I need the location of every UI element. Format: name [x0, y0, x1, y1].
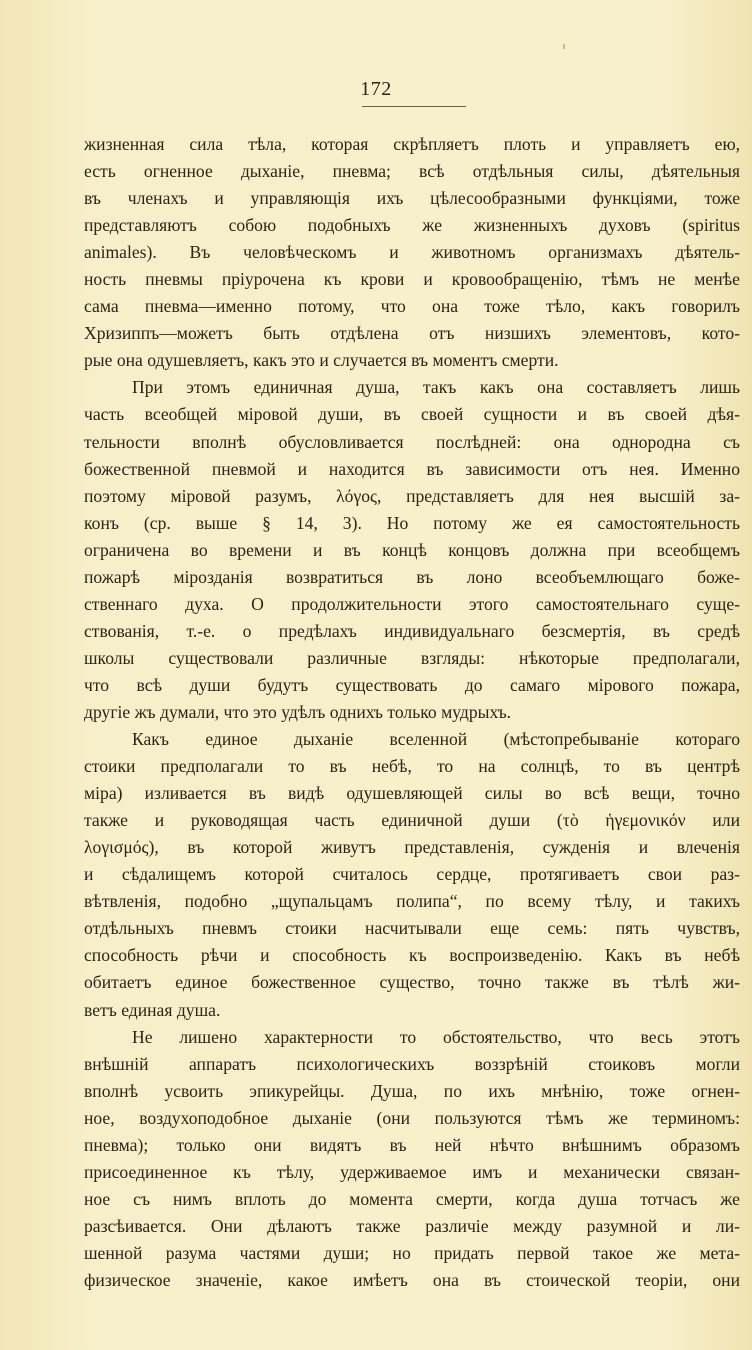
text-line: внѣшній аппаратъ психологическихъ воззрѣній стоиковъ могли [84, 1053, 740, 1074]
text-line: обитаетъ единое божественное существо, точно также въ тѣлѣ жи- [84, 972, 740, 993]
text-line: есть огненное дыханіе, пневма; всѣ отдѣльныя силы, дѣятельныя [84, 161, 740, 182]
text-line: ственнаго духа. О продолжительности этого самостоятельнаго суще- [84, 593, 740, 614]
text-line: вѣтвленія, подобно „щупальцамъ полипа“, по всему тѣлу, и такихъ [84, 891, 740, 912]
text-line: Какъ единое дыханіе вселенной (мѣстопребываніе котораго [132, 729, 740, 750]
text-line: сама пневма—именно потому, что она тоже тѣло, какъ говорилъ [84, 296, 740, 317]
page-blemish [563, 44, 565, 49]
text-line: другіе жъ думали, что это удѣлъ однихъ только мудрыхъ. [84, 701, 512, 722]
text-line: ное съ нимъ вплоть до момента смерти, когда душа тотчасъ же [84, 1188, 740, 1209]
text-line: конъ (ср. выше § 14, 3). Но потому же ея самостоятельность [84, 512, 740, 533]
text-line: стоики предполагали то въ небѣ, то на солнцѣ, то въ центрѣ [84, 756, 740, 777]
text-line: пневма); только они видятъ въ ней нѣчто внѣшнимъ образомъ [84, 1134, 740, 1155]
text-line: также и руководящая часть единичной души (τὸ ἡγεμονικόν или [84, 810, 740, 831]
text-line: разсѣивается. Они дѣлаютъ также различіе между разумной и ли- [84, 1215, 740, 1236]
text-line: жизненная сила тѣла, которая скрѣпляетъ плоть и управляетъ ею, [84, 134, 740, 154]
text-line: пожарѣ мірозданія возвратиться въ лоно всеобъемлющаго боже- [84, 566, 740, 587]
text-line: ветъ единая душа. [84, 999, 221, 1020]
text-line: божественной пневмой и находится въ зависимости отъ нея. Именно [84, 458, 740, 479]
text-line: ограничена во времени и въ концѣ концовъ должна при всеобщемъ [84, 539, 740, 560]
text-line: тельности вполнѣ обусловливается послѣдней: она однородна съ [84, 431, 740, 452]
text-line: въ членахъ и управляющія ихъ цѣлесообразными функціями, тоже [84, 188, 740, 209]
text-line: міра) изливается въ видѣ одушевляющей силы во всѣ вещи, точно [84, 783, 740, 804]
text-line: ное, воздухоподобное дыханіе (они пользуются тѣмъ же терминомъ: [84, 1107, 740, 1128]
text-line: физическое значеніе, какое имѣетъ она въ стоической теоріи, они [84, 1269, 740, 1290]
text-line: отдѣльныхъ пневмъ стоики насчитывали еще семь: пять чувствъ, [84, 918, 740, 939]
text-line: λογισμός), въ которой живутъ представленія, сужденія и влеченія [84, 837, 740, 858]
text-line: рые она одушевляетъ, какъ это и случается въ моментъ смерти. [84, 350, 559, 371]
text-line: и сѣдалищемъ которой считалось сердце, протягиваетъ свои раз- [84, 864, 740, 885]
text-line: Не лишено характерности то обстоятельство, что весь этотъ [132, 1026, 740, 1047]
text-line: часть всеобщей міровой души, въ своей сущности и въ своей дѣя- [84, 404, 740, 425]
page-number-rule [362, 106, 466, 107]
text-line: ствованія, т.-е. о предѣлахъ индивидуальнаго безсмертія, въ средѣ [84, 620, 740, 641]
text-line: школы существовали различные взгляды: нѣкоторые предполагали, [84, 647, 740, 668]
text-line: представляютъ собою подобныхъ же жизненныхъ духовъ (spiritus [84, 215, 740, 236]
body-text [84, 131, 740, 1294]
text-line: присоединенное къ тѣлу, удерживаемое имъ и механически связан- [84, 1161, 740, 1182]
text-line: ность пневмы пріурочена къ крови и кровообращенію, тѣмъ не менѣе [84, 269, 740, 290]
text-line: Хризиппъ—можетъ быть отдѣлена отъ низшихъ элементовъ, кото- [84, 323, 740, 344]
text-line: поэтому міровой разумъ, λόγος, представляетъ для нея высшій за- [84, 485, 740, 506]
text-line: способность рѣчи и способность къ воспроизведенію. Какъ въ небѣ [84, 945, 740, 966]
text-line: вполнѣ усвоить эпикурейцы. Душа, по ихъ мнѣнію, тоже огнен- [84, 1080, 740, 1101]
text-line: При этомъ единичная душа, такъ какъ она составляетъ лишь [132, 377, 740, 398]
text-line: что всѣ души будутъ существовать до самаго мірового пожара, [84, 674, 740, 695]
text-line: шенной разума частями души; но придать первой такое же мета- [84, 1242, 740, 1263]
text-line: animales). Въ человѣческомъ и животномъ организмахъ дѣятель- [84, 242, 740, 263]
page-number: 172 [360, 78, 392, 100]
